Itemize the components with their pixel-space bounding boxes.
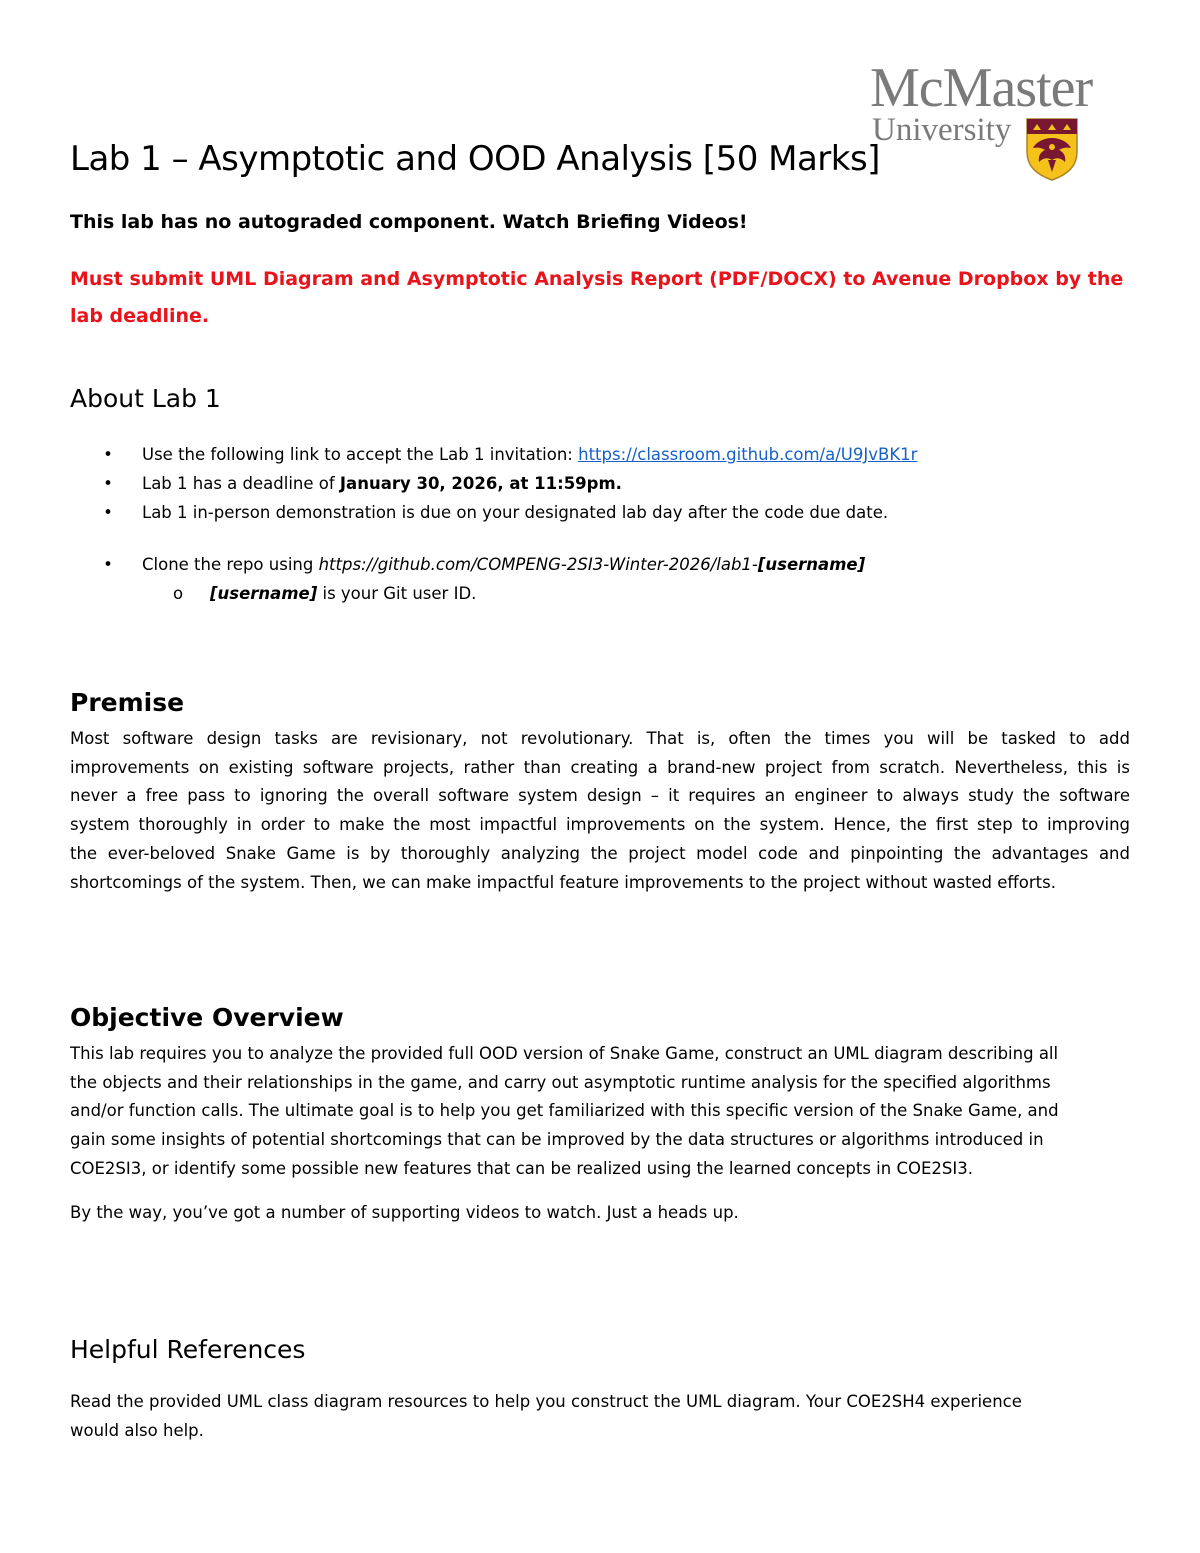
objective-line: COE2SI3, or identify some possible new features that can be realized using the learned concepts in COE2SI3. xyxy=(70,1158,973,1178)
references-line: Read the provided UML class diagram resources to help you construct the UML diagram. Your COE2SH4 experience xyxy=(70,1392,1022,1411)
premise-line: improvements on existing software projects, rather than creating a brand-new project from scratch. Nevertheless, this is xyxy=(70,757,1130,777)
username-term: [username] xyxy=(210,584,318,603)
objective-paragraph xyxy=(70,1040,1130,1184)
logo-mcmaster: McMaster xyxy=(870,57,1093,119)
demonstration-text: Lab 1 in-person demonstration is due on your designated lab day after the code due date. xyxy=(142,503,889,522)
bullet-icon: • xyxy=(103,445,113,464)
sub-bullet-icon: o xyxy=(173,584,184,603)
bullet-icon: • xyxy=(103,555,113,574)
premise-line: Most software design tasks are revisionary, not revolutionary. That is, often the times you will be tasked to add xyxy=(70,729,1130,748)
about-heading: About Lab 1 xyxy=(70,384,221,413)
premise-line: shortcomings of the system. Then, we can make impactful feature improvements to the project without wasted efforts. xyxy=(70,872,1056,892)
mcmaster-crest-icon xyxy=(1024,116,1080,182)
premise-line: system thoroughly in order to make the most impactful improvements on the system. Hence, the first step to improving xyxy=(70,815,1130,835)
deadline-text: Lab 1 has a deadline of xyxy=(142,474,340,493)
invitation-text: Use the following link to accept the Lab 1 invitation: xyxy=(142,445,579,464)
premise-paragraph xyxy=(70,725,1130,897)
deadline-date: January 30, 2026, at 11:59pm. xyxy=(339,474,622,493)
logo-university: University xyxy=(872,112,1012,148)
videos-note: By the way, you’ve got a number of supporting videos to watch. Just a heads up. xyxy=(70,1203,739,1222)
bullet-icon: • xyxy=(103,503,113,522)
mcmaster-logo xyxy=(868,57,1093,185)
clone-text: Clone the repo using xyxy=(142,555,319,574)
page-title: Lab 1 – Asymptotic and OOD Analysis [50 Marks] xyxy=(70,139,880,179)
about-list xyxy=(100,440,1150,608)
objective-line: and/or function calls. The ultimate goal is to help you get familiarized with this specific version of the Snake Game, and xyxy=(70,1101,1059,1121)
bullet-icon: • xyxy=(103,474,113,493)
invitation-link[interactable]: https://classroom.github.com/a/U9JvBK1r xyxy=(578,445,918,464)
sub-list-item xyxy=(100,579,1150,608)
submission-warning: Must submit UML Diagram and Asymptotic Analysis Report (PDF/DOCX) to Avenue Dropbox by the lab deadline. xyxy=(70,268,1124,327)
references-paragraph xyxy=(70,1388,1130,1445)
repo-url-username: [username] xyxy=(757,555,866,574)
references-heading: Helpful References xyxy=(70,1335,306,1364)
premise-line: the ever-beloved Snake Game is by thoroughly analyzing the project model code and pinpointing the advantages and xyxy=(70,843,1130,863)
objective-line: gain some insights of potential shortcomings that can be improved by the data structures or algorithms introduced in xyxy=(70,1130,1044,1150)
list-item xyxy=(100,550,1150,579)
list-item xyxy=(100,469,1150,498)
objective-heading: Objective Overview xyxy=(70,1003,344,1032)
references-line: would also help. xyxy=(70,1420,204,1440)
subtitle: This lab has no autograded component. Watch Briefing Videos! xyxy=(70,211,748,233)
objective-line: the objects and their relationships in the game, and carry out asymptotic runtime analysis for the specified algorithms xyxy=(70,1072,1051,1092)
premise-line: never a free pass to ignoring the overall software system design – it requires an engineer to always study the software xyxy=(70,786,1130,806)
username-description: is your Git user ID. xyxy=(317,584,477,603)
objective-line: This lab requires you to analyze the provided full OOD version of Snake Game, construct an UML diagram describing all xyxy=(70,1044,1059,1063)
repo-url: https://github.com/COMPENG-2SI3-Winter-2026/lab1- xyxy=(318,555,758,574)
premise-heading: Premise xyxy=(70,688,185,717)
list-item xyxy=(100,440,1150,469)
list-item xyxy=(100,498,1150,527)
